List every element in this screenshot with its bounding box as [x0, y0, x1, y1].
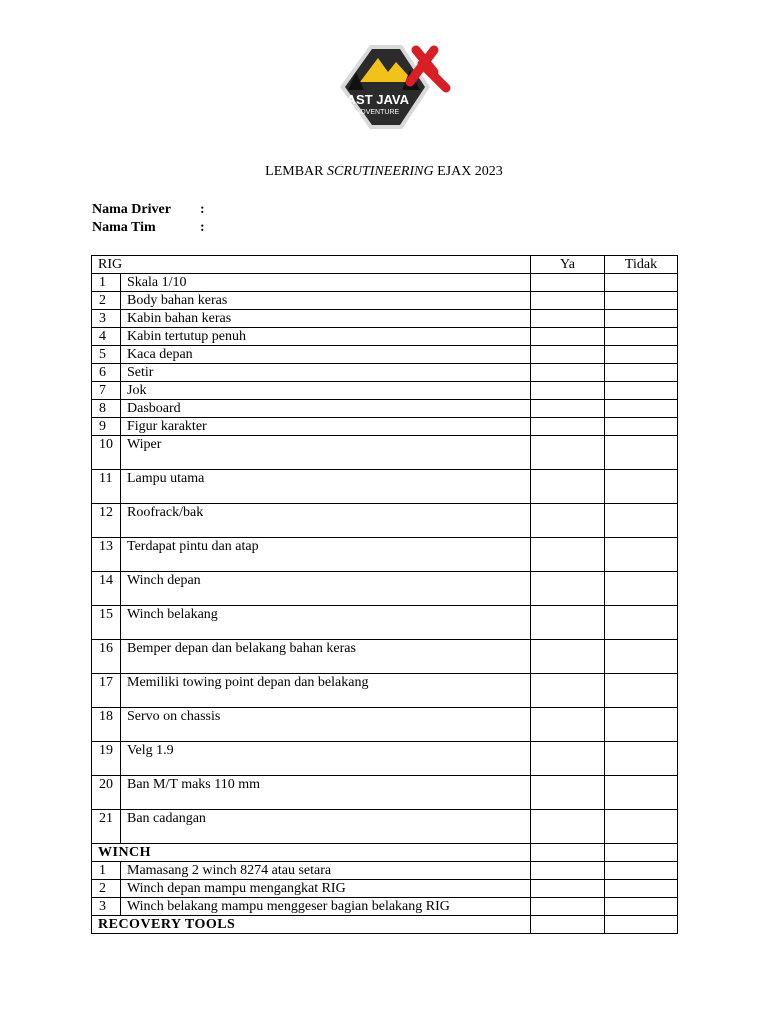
item-number: 15 — [92, 606, 121, 640]
field-label: Nama Driver — [92, 202, 171, 217]
item-description: Velg 1.9 — [121, 742, 531, 776]
column-header-ya — [531, 916, 605, 934]
checkbox-cell-tidak[interactable] — [605, 504, 678, 538]
table-row — [92, 418, 678, 436]
item-number: 13 — [92, 538, 121, 572]
item-number: 19 — [92, 742, 121, 776]
logo-x-mark — [410, 50, 446, 88]
item-number: 16 — [92, 640, 121, 674]
table-row — [92, 274, 678, 292]
item-number: 10 — [92, 436, 121, 470]
logo-badge-graphic — [330, 42, 454, 132]
item-description: Body bahan keras — [121, 292, 531, 310]
item-description: Winch depan — [121, 572, 531, 606]
item-description: Kaca depan — [121, 346, 531, 364]
table-row — [92, 436, 678, 470]
item-description: Jok — [121, 382, 531, 400]
field-separator: : — [200, 220, 205, 235]
table-row — [92, 708, 678, 742]
title-suffix: EJAX 2023 — [433, 164, 503, 179]
table-row — [92, 364, 678, 382]
item-description: Ban cadangan — [121, 810, 531, 844]
item-number: 1 — [92, 274, 121, 292]
table-row — [92, 292, 678, 310]
section-row — [92, 916, 678, 934]
item-description: Kabin bahan keras — [121, 310, 531, 328]
table-row — [92, 862, 678, 880]
item-number: 20 — [92, 776, 121, 810]
column-header-tidak — [605, 844, 678, 862]
page-title — [0, 164, 768, 180]
item-number: 17 — [92, 674, 121, 708]
item-description: Terdapat pintu dan atap — [121, 538, 531, 572]
item-number: 5 — [92, 346, 121, 364]
item-number: 12 — [92, 504, 121, 538]
checkbox-cell-tidak[interactable] — [605, 862, 678, 880]
item-number: 14 — [92, 572, 121, 606]
checkbox-cell-ya[interactable] — [531, 292, 605, 310]
table-row — [92, 400, 678, 418]
checkbox-cell-tidak[interactable] — [605, 418, 678, 436]
checkbox-cell-tidak[interactable] — [605, 364, 678, 382]
item-number: 7 — [92, 382, 121, 400]
checkbox-cell-ya[interactable] — [531, 640, 605, 674]
item-description: Dasboard — [121, 400, 531, 418]
checkbox-cell-ya[interactable] — [531, 328, 605, 346]
checkbox-cell-tidak[interactable] — [605, 346, 678, 364]
item-description: Figur karakter — [121, 418, 531, 436]
checkbox-cell-ya[interactable] — [531, 310, 605, 328]
checkbox-cell-ya[interactable] — [531, 708, 605, 742]
logo-text-sub: ADVENTURE — [356, 109, 400, 116]
item-description: Winch belakang mampu menggeser bagian belakang RIG — [121, 898, 531, 916]
checkbox-cell-tidak[interactable] — [605, 328, 678, 346]
item-number: 6 — [92, 364, 121, 382]
checkbox-cell-tidak[interactable] — [605, 810, 678, 844]
checkbox-cell-tidak[interactable] — [605, 640, 678, 674]
item-description: Lampu utama — [121, 470, 531, 504]
table-body — [92, 256, 678, 934]
item-description: Wiper — [121, 436, 531, 470]
item-description: Skala 1/10 — [121, 274, 531, 292]
item-description: Winch belakang — [121, 606, 531, 640]
item-description: Mamasang 2 winch 8274 atau setara — [121, 862, 531, 880]
table-row — [92, 346, 678, 364]
checkbox-cell-ya[interactable] — [531, 742, 605, 776]
checkbox-cell-tidak[interactable] — [605, 470, 678, 504]
table-row — [92, 606, 678, 640]
table-row — [92, 504, 678, 538]
checkbox-cell-ya[interactable] — [531, 436, 605, 470]
checkbox-cell-tidak[interactable] — [605, 606, 678, 640]
checkbox-cell-ya[interactable] — [531, 880, 605, 898]
section-row — [92, 256, 678, 274]
item-number: 2 — [92, 292, 121, 310]
checkbox-cell-tidak[interactable] — [605, 776, 678, 810]
item-description: Kabin tertutup penuh — [121, 328, 531, 346]
checkbox-cell-ya[interactable] — [531, 364, 605, 382]
item-number: 3 — [92, 898, 121, 916]
item-number: 9 — [92, 418, 121, 436]
checkbox-cell-tidak[interactable] — [605, 538, 678, 572]
item-number: 1 — [92, 862, 121, 880]
table-row — [92, 742, 678, 776]
table-row — [92, 310, 678, 328]
table-row — [92, 538, 678, 572]
checkbox-cell-ya[interactable] — [531, 346, 605, 364]
checkbox-cell-tidak[interactable] — [605, 382, 678, 400]
title-prefix: LEMBAR — [265, 164, 328, 179]
item-number: 4 — [92, 328, 121, 346]
checkbox-cell-ya[interactable] — [531, 862, 605, 880]
event-logo — [330, 42, 454, 132]
table-row — [92, 776, 678, 810]
checkbox-cell-ya[interactable] — [531, 572, 605, 606]
table-row — [92, 810, 678, 844]
checkbox-cell-ya[interactable] — [531, 606, 605, 640]
item-number: 2 — [92, 880, 121, 898]
item-description: Servo on chassis — [121, 708, 531, 742]
item-number: 8 — [92, 400, 121, 418]
column-header-tidak — [605, 916, 678, 934]
section-title: RECOVERY TOOLS — [92, 916, 531, 934]
section-title: WINCH — [92, 844, 531, 862]
section-row — [92, 844, 678, 862]
checkbox-cell-ya[interactable] — [531, 504, 605, 538]
table-row — [92, 674, 678, 708]
table-row — [92, 898, 678, 916]
checkbox-cell-ya[interactable] — [531, 400, 605, 418]
checkbox-cell-ya[interactable] — [531, 674, 605, 708]
table-row — [92, 640, 678, 674]
checkbox-cell-tidak[interactable] — [605, 880, 678, 898]
item-description: Roofrack/bak — [121, 504, 531, 538]
table-row — [92, 880, 678, 898]
section-title: RIG — [92, 256, 531, 274]
checkbox-cell-tidak[interactable] — [605, 400, 678, 418]
item-description: Bemper depan dan belakang bahan keras — [121, 640, 531, 674]
item-number: 3 — [92, 310, 121, 328]
table-row — [92, 470, 678, 504]
field-separator: : — [200, 202, 205, 217]
checkbox-cell-ya[interactable] — [531, 810, 605, 844]
checkbox-cell-tidak[interactable] — [605, 708, 678, 742]
table-row — [92, 328, 678, 346]
checkbox-cell-tidak[interactable] — [605, 436, 678, 470]
table-row — [92, 572, 678, 606]
checkbox-cell-ya[interactable] — [531, 776, 605, 810]
scrutineering-table — [91, 255, 678, 934]
item-description: Setir — [121, 364, 531, 382]
checkbox-cell-ya[interactable] — [531, 382, 605, 400]
item-number: 21 — [92, 810, 121, 844]
checkbox-cell-tidak[interactable] — [605, 742, 678, 776]
table-row — [92, 382, 678, 400]
field-label: Nama Tim — [92, 220, 156, 235]
field-nama-tim — [92, 220, 205, 236]
column-header-tidak: Tidak — [605, 256, 678, 274]
checkbox-cell-ya[interactable] — [531, 898, 605, 916]
checkbox-cell-ya[interactable] — [531, 418, 605, 436]
checkbox-cell-ya[interactable] — [531, 538, 605, 572]
item-number: 18 — [92, 708, 121, 742]
checkbox-cell-tidak[interactable] — [605, 674, 678, 708]
checkbox-cell-ya[interactable] — [531, 274, 605, 292]
checkbox-cell-tidak[interactable] — [605, 898, 678, 916]
checkbox-cell-tidak[interactable] — [605, 274, 678, 292]
field-nama-driver — [92, 202, 205, 218]
checkbox-cell-ya[interactable] — [531, 470, 605, 504]
checkbox-cell-tidak[interactable] — [605, 310, 678, 328]
logo-text-main: EAST JAVA — [338, 92, 410, 107]
checkbox-cell-tidak[interactable] — [605, 292, 678, 310]
column-header-ya: Ya — [531, 256, 605, 274]
column-header-ya — [531, 844, 605, 862]
item-description: Memiliki towing point depan dan belakang — [121, 674, 531, 708]
item-number: 11 — [92, 470, 121, 504]
item-description: Winch depan mampu mengangkat RIG — [121, 880, 531, 898]
title-italic: SCRUTINEERING — [327, 164, 434, 179]
item-description: Ban M/T maks 110 mm — [121, 776, 531, 810]
checkbox-cell-tidak[interactable] — [605, 572, 678, 606]
